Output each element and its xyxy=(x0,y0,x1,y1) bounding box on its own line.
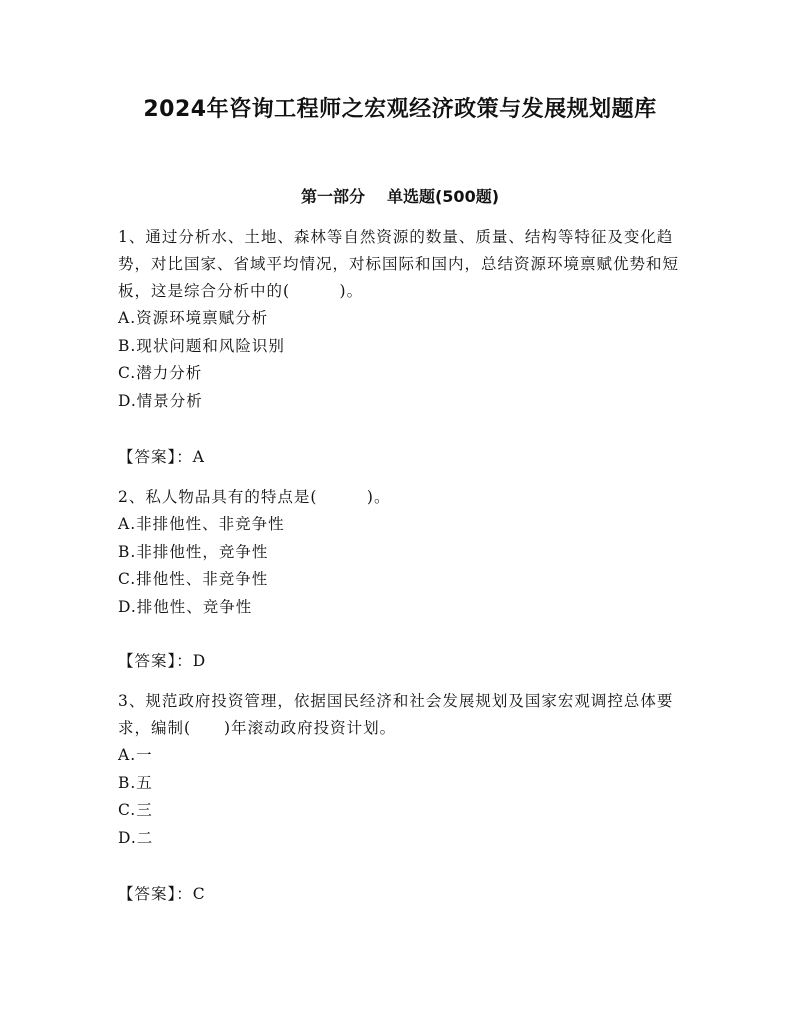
answer-line: 【答案】：D xyxy=(118,652,207,670)
section-part: 第一部分 xyxy=(300,187,365,206)
question-3 xyxy=(118,688,690,908)
option-a: A.资源环境禀赋分析 xyxy=(118,309,269,327)
section-name: 单选题(500题) xyxy=(386,187,500,206)
option-a: A.非排他性、非竞争性 xyxy=(118,515,285,533)
option-b: B.五 xyxy=(118,773,153,792)
option-b: B.现状问题和风险识别 xyxy=(118,336,285,355)
question-2 xyxy=(118,484,690,675)
option-d: D.排他性、竞争性 xyxy=(118,597,253,616)
question-stem: 2、私人物品具有的特点是( )。 xyxy=(118,488,391,506)
option-c: C.三 xyxy=(118,801,153,819)
option-c: C.排他性、非竞争性 xyxy=(118,570,269,588)
answer-line: 【答案】：A xyxy=(118,448,205,466)
option-c: C.潜力分析 xyxy=(118,364,203,382)
option-d: D.情景分析 xyxy=(118,391,203,410)
question-list xyxy=(118,224,690,908)
question-1 xyxy=(118,224,690,471)
question-stem: 1、通过分析水、土地、森林等自然资源的数量、质量、结构等特征及变化趋势，对比国家、省域平均情况，对标国际和国内，总结资源环境禀赋优势和短板，这是综合分析中的( )。 xyxy=(118,228,680,300)
answer-line: 【答案】：C xyxy=(118,885,206,903)
question-stem: 3、规范政府投资管理，依据国民经济和社会发展规划及国家宏观调控总体要求，编制( )年滚动政府投资计划。 xyxy=(118,692,674,737)
option-a: A.一 xyxy=(118,746,153,764)
option-b: B.非排他性，竞争性 xyxy=(118,542,269,561)
document-title: 2024年咨询工程师之宏观经济政策与发展规划题库 xyxy=(143,97,657,122)
section-heading xyxy=(0,184,800,207)
option-d: D.二 xyxy=(118,828,154,847)
